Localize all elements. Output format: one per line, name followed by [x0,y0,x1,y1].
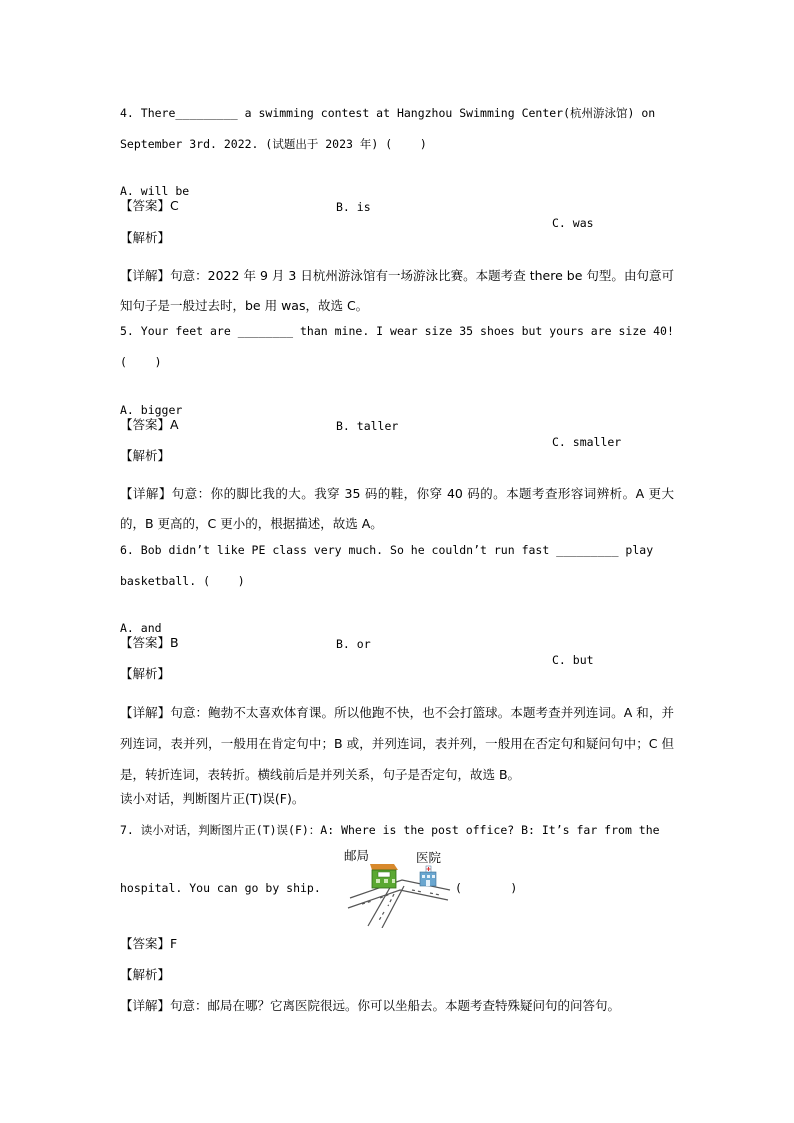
q7-line1: 7. 读小对话，判断图片正(T)误(F)：A: Where is the post office? B: It’s far from the [120,823,660,837]
q4-line1: 4. There_________ a swimming contest at Hangzhou Swimming Center(杭州游泳馆) on [120,106,656,120]
q4-option-c: C. was [552,216,594,230]
q6-option-a: A. and [120,621,162,635]
q4-detail: 【详解】句意：2022 年 9 月 3 日杭州游泳馆有一场游泳比赛。本题考查 there be 句型。由句意可知句子是一般过去时，be 用 was，故选 C。 [120,268,674,313]
q7-analysis-heading: 【解析】 [120,967,171,982]
q5-detail: 【详解】句意：你的脚比我的大。我穿 35 码的鞋，你穿 40 码的。本题考查形容词辨析。A 更大的，B 更高的，C 更小的，根据描述，故选 A。 [120,486,674,531]
map-picture [342,846,452,928]
q4-line2: September 3rd. 2022. (试题出于 2023 年) ( ) [120,137,427,151]
q5-line2: ( ) [120,355,162,369]
q5-answer: 【答案】A [120,417,179,432]
q4-analysis-heading: 【解析】 [120,230,171,245]
q4-option-b: B. is [336,200,371,214]
q7-answer-blank: ( ) [455,881,518,895]
q4-option-a: A. will be [120,184,190,198]
q6-instruction: 读小对话，判断图片正(T)误(F)。 [120,791,305,806]
road-map-icon [342,846,452,928]
q7-line2: hospital. You can go by ship. [120,881,321,895]
q6-line1: 6. Bob didn’t like PE class very much. So he couldn’t run fast _________ play [120,543,654,557]
q6-analysis-heading: 【解析】 [120,666,171,681]
q6-answer: 【答案】B [120,635,179,650]
q5-option-c: C. smaller [552,435,622,449]
q5-option-b: B. taller [336,419,399,433]
q7-detail: 【详解】句意：邮局在哪？它离医院很远。你可以坐船去。本题考查特殊疑问句的问答句。 [120,998,621,1013]
q6-detail: 【详解】句意：鲍勃不太喜欢体育课。所以他跑不快，也不会打篮球。本题考查并列连词。A 和，并列连词，表并列，一般用在肯定句中；B 或，并列连词，表并列，一般用在否定句和疑问句中；C 但是，转折连词，表转折。横线前后是并列关系，句子是否定句，故选 B。 [120,705,674,782]
hospital-building-icon [420,866,436,886]
post-office-label: 邮局 [344,848,370,863]
q5-line1: 5. Your feet are ________ than mine. I wear size 35 shoes but yours are size 40! [120,324,674,338]
q6-option-c: C. but [552,653,594,667]
q7-answer: 【答案】F [120,936,178,951]
q6-option-b: B. or [336,637,371,651]
q6-line2: basketball. ( ) [120,574,245,588]
q5-option-a: A. bigger [120,403,183,417]
hospital-label: 医院 [416,850,442,865]
q4-answer: 【答案】C [120,198,179,213]
q5-analysis-heading: 【解析】 [120,448,171,463]
post-office-building-icon [370,864,398,888]
